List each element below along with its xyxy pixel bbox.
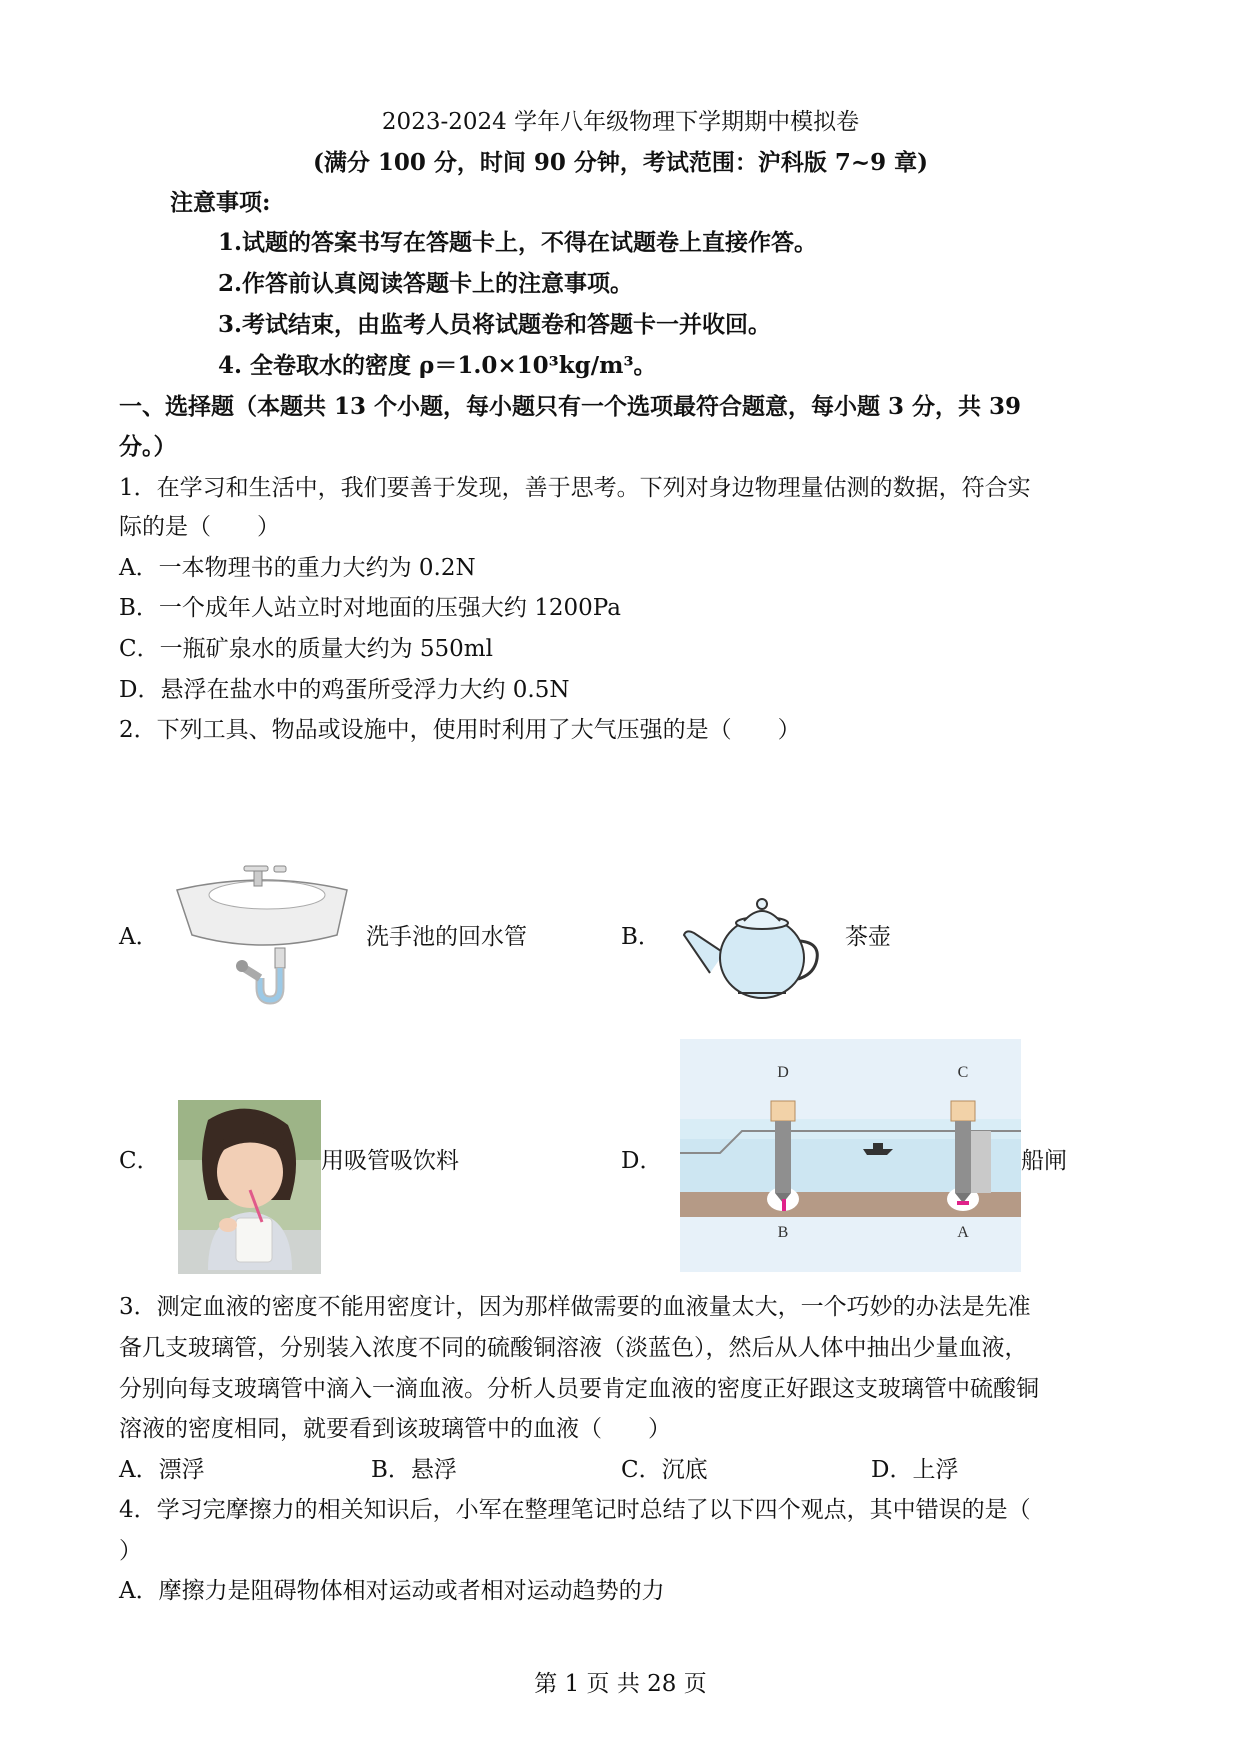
question-2-option-b-letter: B． (621, 924, 661, 950)
question-2-stem: 2．下列工具、物品或设施中，使用时利用了大气压强的是（ ） (119, 717, 801, 743)
note-item: 3.考试结束，由监考人员将试题卷和答题卡一并收回。 (218, 311, 772, 338)
lock-label-c: C (957, 1064, 969, 1081)
question-4-stem: 4．学习完摩擦力的相关知识后，小军在整理笔记时总结了以下四个观点，其中错误的是（ (119, 1497, 1031, 1523)
note-item: 4. 全卷取水的密度 ρ＝1.0×10³kg/m³。 (218, 352, 657, 379)
question-2-option-d-caption: 船闸 (1021, 1148, 1067, 1174)
question-2-option-a-caption: 洗手池的回水管 (366, 924, 527, 950)
lock-label-d: D (777, 1064, 789, 1081)
question-3-stem-cont: 分别向每支玻璃管中滴入一滴血液。分析人员要肯定血液的密度正好跟这支玻璃管中硫酸铜 (119, 1376, 1039, 1402)
question-2-option-a-letter: A． (119, 924, 159, 950)
question-2-option-d-letter: D． (621, 1148, 663, 1174)
note-item: 2.作答前认真阅读答题卡上的注意事项。 (218, 270, 634, 297)
question-1-option-b: B．一个成年人站立时对地面的压强大约 1200Pa (119, 595, 621, 621)
question-1-option-a: A．一本物理书的重力大约为 0.2N (119, 555, 476, 581)
question-3-option-b: B．悬浮 (371, 1457, 457, 1483)
question-3-stem-cont: 备几支玻璃管，分别装入浓度不同的硫酸铜溶液（淡蓝色），然后从人体中抽出少量血液， (119, 1335, 1028, 1361)
question-1-option-c: C．一瓶矿泉水的质量大约为 550ml (119, 636, 493, 662)
question-3-option-d: D．上浮 (871, 1457, 959, 1483)
question-2-option-c-letter: C． (119, 1148, 160, 1174)
note-item: 1.试题的答案书写在答题卡上，不得在试题卷上直接作答。 (218, 229, 818, 256)
girl-drinking-straw-photo (178, 1100, 321, 1274)
question-3-stem: 3．测定血液的密度不能用密度计，因为那样做需要的血液量太大，一个巧妙的办法是先准 (119, 1294, 1031, 1320)
question-1-option-d: D．悬浮在盐水中的鸡蛋所受浮力大约 0.5N (119, 677, 570, 703)
question-4-stem-cont: ） (119, 1538, 142, 1564)
exam-title: 2023-2024 学年八年级物理下学期期中模拟卷 (381, 109, 860, 135)
teapot-image (680, 893, 825, 1008)
notes-heading: 注意事项: (170, 189, 271, 216)
question-1-stem: 1．在学习和生活中，我们要善于发现，善于思考。下列对身边物理量估测的数据，符合实 (119, 475, 1031, 501)
question-3-stem-cont: 溶液的密度相同，就要看到该玻璃管中的血液（ ） (119, 1416, 671, 1442)
question-2-option-c-caption: 用吸管吸饮料 (321, 1148, 459, 1174)
question-3-option-c: C．沉底 (621, 1457, 708, 1483)
section-heading-cont: 分。） (119, 433, 177, 460)
question-3-option-a: A．漂浮 (119, 1457, 205, 1483)
lock-label-b: B (777, 1224, 789, 1241)
question-2-option-b-caption: 茶壶 (845, 924, 891, 950)
exam-subtitle: (满分 100 分，时间 90 分钟，考试范围：沪科版 7~9 章) (312, 149, 929, 176)
ship-lock-diagram (680, 1039, 1021, 1272)
sink-drain-image (172, 860, 352, 1010)
page-number-footer: 第 1 页 共 28 页 (534, 1671, 707, 1697)
lock-label-a: A (957, 1224, 969, 1241)
question-1-stem-cont: 际的是（ ） (119, 514, 280, 540)
section-heading: 一、选择题（本题共 13 个小题，每小题只有一个选项最符合题意，每小题 3 分，共 39 (119, 393, 1022, 420)
question-4-option-a: A．摩擦力是阻碍物体相对运动或者相对运动趋势的力 (119, 1578, 665, 1604)
